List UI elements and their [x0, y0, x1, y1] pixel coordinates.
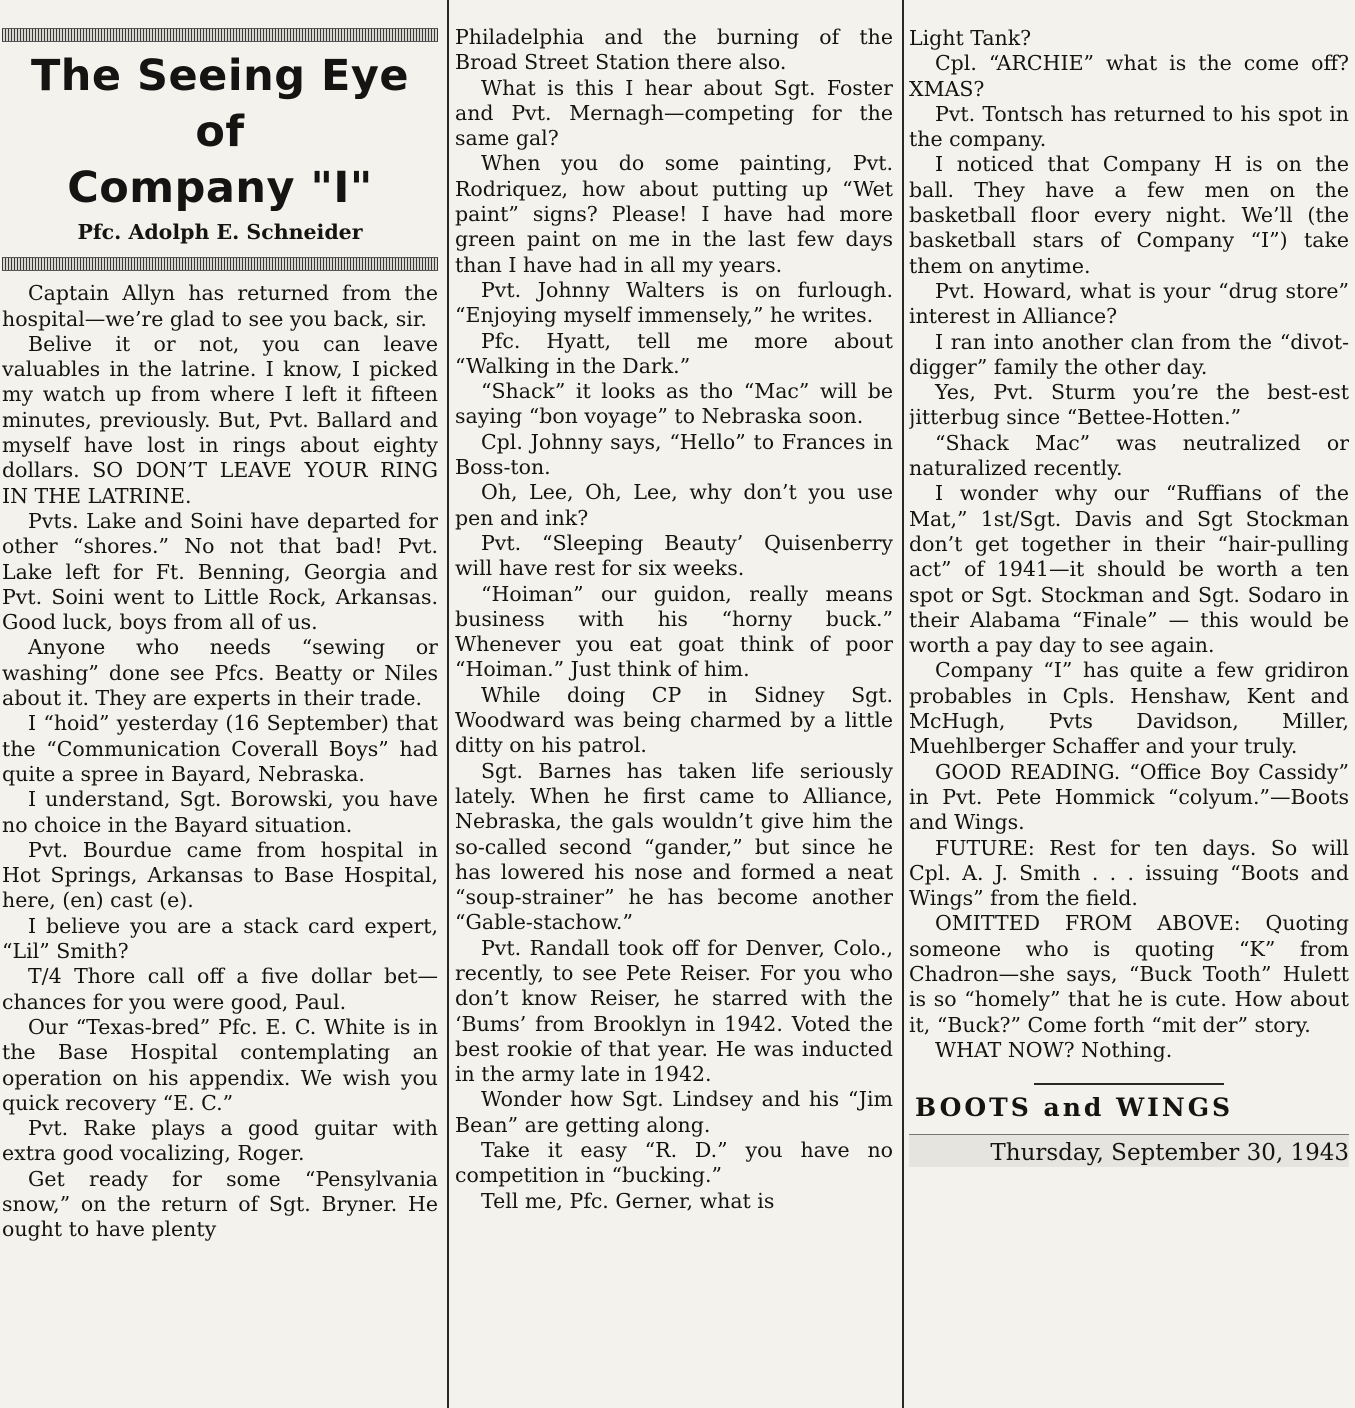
paragraph: WHAT NOW? Nothing.: [935, 1037, 1173, 1062]
column-divider-2: [902, 0, 904, 1408]
paragraph: Pvt. Tontsch has returned to his spot in the company.: [909, 101, 1349, 152]
paragraph: Pvt. Randall took off for Denver, Colo., recently, to see Pete Reiser. For you who don’t know Reiser, he starred with the ‘Bums’ from Brooklyn in 1942. Voted the best rookie of that year. He was inducted in the army late in 1942.: [455, 935, 893, 1087]
paragraph: Tell me, Pfc. Gerner, what is: [481, 1188, 775, 1213]
paragraph: Yes, Pvt. Sturm you’re the best-est jitterbug since “Bettee-Hotten.”: [909, 380, 1349, 430]
footer-rule: [1034, 1083, 1224, 1085]
column-1-body: [2, 281, 438, 1242]
paragraph: Oh, Lee, Oh, Lee, why don’t you use pen and ink?: [455, 480, 893, 530]
paragraph: Sgt. Barnes has taken life seriously lately. When he first came to Alliance, Nebraska, the gals wouldn’t give him the so-called second “gander,” but since he has lowered his nose and formed a neat “soup-strainer” he has become another “Gable-stachow.”: [455, 758, 893, 935]
paragraph: Cpl. “ARCHIE” what is the come off? XMAS?: [909, 51, 1349, 101]
paragraph: Pvt. Johnny Walters is on furlough. “Enjoying myself immensely,” he writes.: [455, 277, 893, 328]
paragraph: I “hoid” yesterday (16 September) that the “Communication Coverall Boys” had quite a spree in Bayard, Nebraska.: [2, 711, 438, 786]
paragraph: Wonder how Sgt. Lindsey and his “Jim Bean” are getting along.: [455, 1087, 893, 1137]
paragraph: Pvt. Howard, what is your “drug store” interest in Alliance?: [909, 278, 1349, 329]
paragraph: Captain Allyn has returned from the hospital—we’re glad to see you back, sir.: [2, 281, 438, 331]
paragraph: “Shack” it looks as tho “Mac” will be saying “bon voyage” to Nebraska soon.: [455, 379, 893, 429]
column-3-body: [909, 26, 1349, 1063]
headline-line-1: The Seeing Eye of: [30, 51, 410, 157]
header-hatch-rule-bottom: [2, 257, 438, 271]
paragraph: I wonder why our “Ruffians of the Mat,” 1st/Sgt. Davis and Sgt Stockman don’t get together in their “hair-pulling act” of 1941—it should be worth a ten spot or Sgt. Stockman and Sgt. Sodaro in their Alabama “Finale” — this would be worth a pay day to see again.: [909, 481, 1349, 658]
paragraph: I believe you are a stack card expert, “Lil” Smith?: [2, 913, 438, 964]
publication-date: Thursday, September 30, 1943: [909, 1134, 1349, 1166]
paragraph: I noticed that Company H is on the ball. They have a few men on the basketball floor every night. We’ll (the basketball stars of Company “I”) take them on anytime.: [909, 152, 1349, 278]
paragraph: I understand, Sgt. Borowski, you have no choice in the Bayard situation.: [2, 787, 438, 837]
paragraph: Pvts. Lake and Soini have departed for other “shores.” No not that bad! Pvt. Lake left for Ft. Benning, Georgia and Pvt. Soini went to Little Rock, Arkansas. Good luck, boys from all of us.: [2, 508, 438, 635]
publication-name: BOOTS and WINGS: [915, 1093, 1234, 1123]
paragraph: When you do some painting, Pvt. Rodriquez, how about putting up “Wet paint” signs? Please! I have had more green paint on me in the last few days than I have had in all my years.: [455, 151, 893, 277]
paragraph: Anyone who needs “sewing or washing” done see Pfcs. Beatty or Niles about it. They are experts in their trade.: [2, 635, 438, 711]
header-hatch-rule-top: [2, 28, 438, 42]
column-3: [909, 0, 1349, 1408]
paragraph: Light Tank?: [909, 26, 1032, 50]
paragraph: T/4 Thore call off a five dollar bet—chances for you were good, Paul.: [2, 964, 438, 1014]
paragraph: GOOD READING. “Office Boy Cassidy” in Pvt. Pete Hommick “colyum.”—Boots and Wings.: [909, 759, 1349, 835]
column-divider-1: [447, 0, 449, 1408]
paragraph: Take it easy “R. D.” you have no competition in “bucking.”: [455, 1138, 893, 1188]
paragraph: Philadelphia and the burning of the Broad Street Station there also.: [455, 25, 893, 75]
column-2: [455, 0, 893, 1408]
paragraph: Our “Texas-bred” Pfc. E. C. White is in the Base Hospital contemplating an operation on his appendix. We wish you quick recovery “E. C.”: [2, 1014, 438, 1115]
column-2-body: [455, 25, 893, 1214]
paragraph: Pvt. Rake plays a good guitar with extra good vocalizing, Roger.: [2, 1116, 438, 1166]
paragraph: Company “I” has quite a few gridiron probables in Cpls. Henshaw, Kent and McHugh, Pvts Davidson, Miller, Muehlberger Schaffer and your truly.: [909, 658, 1349, 759]
paragraph: Get ready for some “Pensylvania snow,” on the return of Sgt. Bryner. He ought to have plenty: [2, 1166, 438, 1242]
column-1: [2, 0, 438, 1408]
headline-line-2: Company "I": [67, 163, 373, 213]
paragraph: “Hoiman” our guidon, really means business with his “horny buck.” Whenever you eat goat think of poor “Hoiman.” Just think of him.: [455, 581, 893, 682]
article-byline: Pfc. Adolph E. Schneider: [77, 220, 363, 244]
paragraph: Pvt. Bourdue came from hospital in Hot Springs, Arkansas to Base Hospital, here, (en) cast (e).: [2, 837, 438, 913]
paragraph: “Shack Mac” was neutralized or naturalized recently.: [909, 430, 1349, 481]
article-headline: [2, 48, 438, 216]
paragraph: FUTURE: Rest for ten days. So will Cpl. A. J. Smith . . . issuing “Boots and Wings” from the field.: [909, 835, 1349, 911]
paragraph: I ran into another clan from the “divot-digger” family the other day.: [909, 329, 1349, 379]
paragraph: While doing CP in Sidney Sgt. Woodward was being charmed by a little ditty on his patrol.: [455, 682, 893, 758]
paragraph: What is this I hear about Sgt. Foster and Pvt. Mernagh—competing for the same gal?: [455, 75, 893, 151]
paragraph: Cpl. Johnny says, “Hello” to Frances in Boss-ton.: [455, 429, 893, 480]
paragraph: Belive it or not, you can leave valuables in the latrine. I know, I picked my watch up from where I left it fifteen minutes, previously. But, Pvt. Ballard and myself have lost in rings about eighty dollars. SO DON’T LEAVE YOUR RING IN THE LATRINE.: [2, 331, 438, 508]
paragraph: Pvt. “Sleeping Beauty’ Quisenberry will have rest for six weeks.: [455, 530, 893, 581]
paragraph: OMITTED FROM ABOVE: Quoting someone who is quoting “K” from Chadron—she says, “Buck Tooth” Hulett is so “homely” that he is cute. How about it, “Buck?” Come forth “mit der” story.: [909, 911, 1349, 1037]
paragraph: Pfc. Hyatt, tell me more about “Walking in the Dark.”: [455, 328, 893, 378]
